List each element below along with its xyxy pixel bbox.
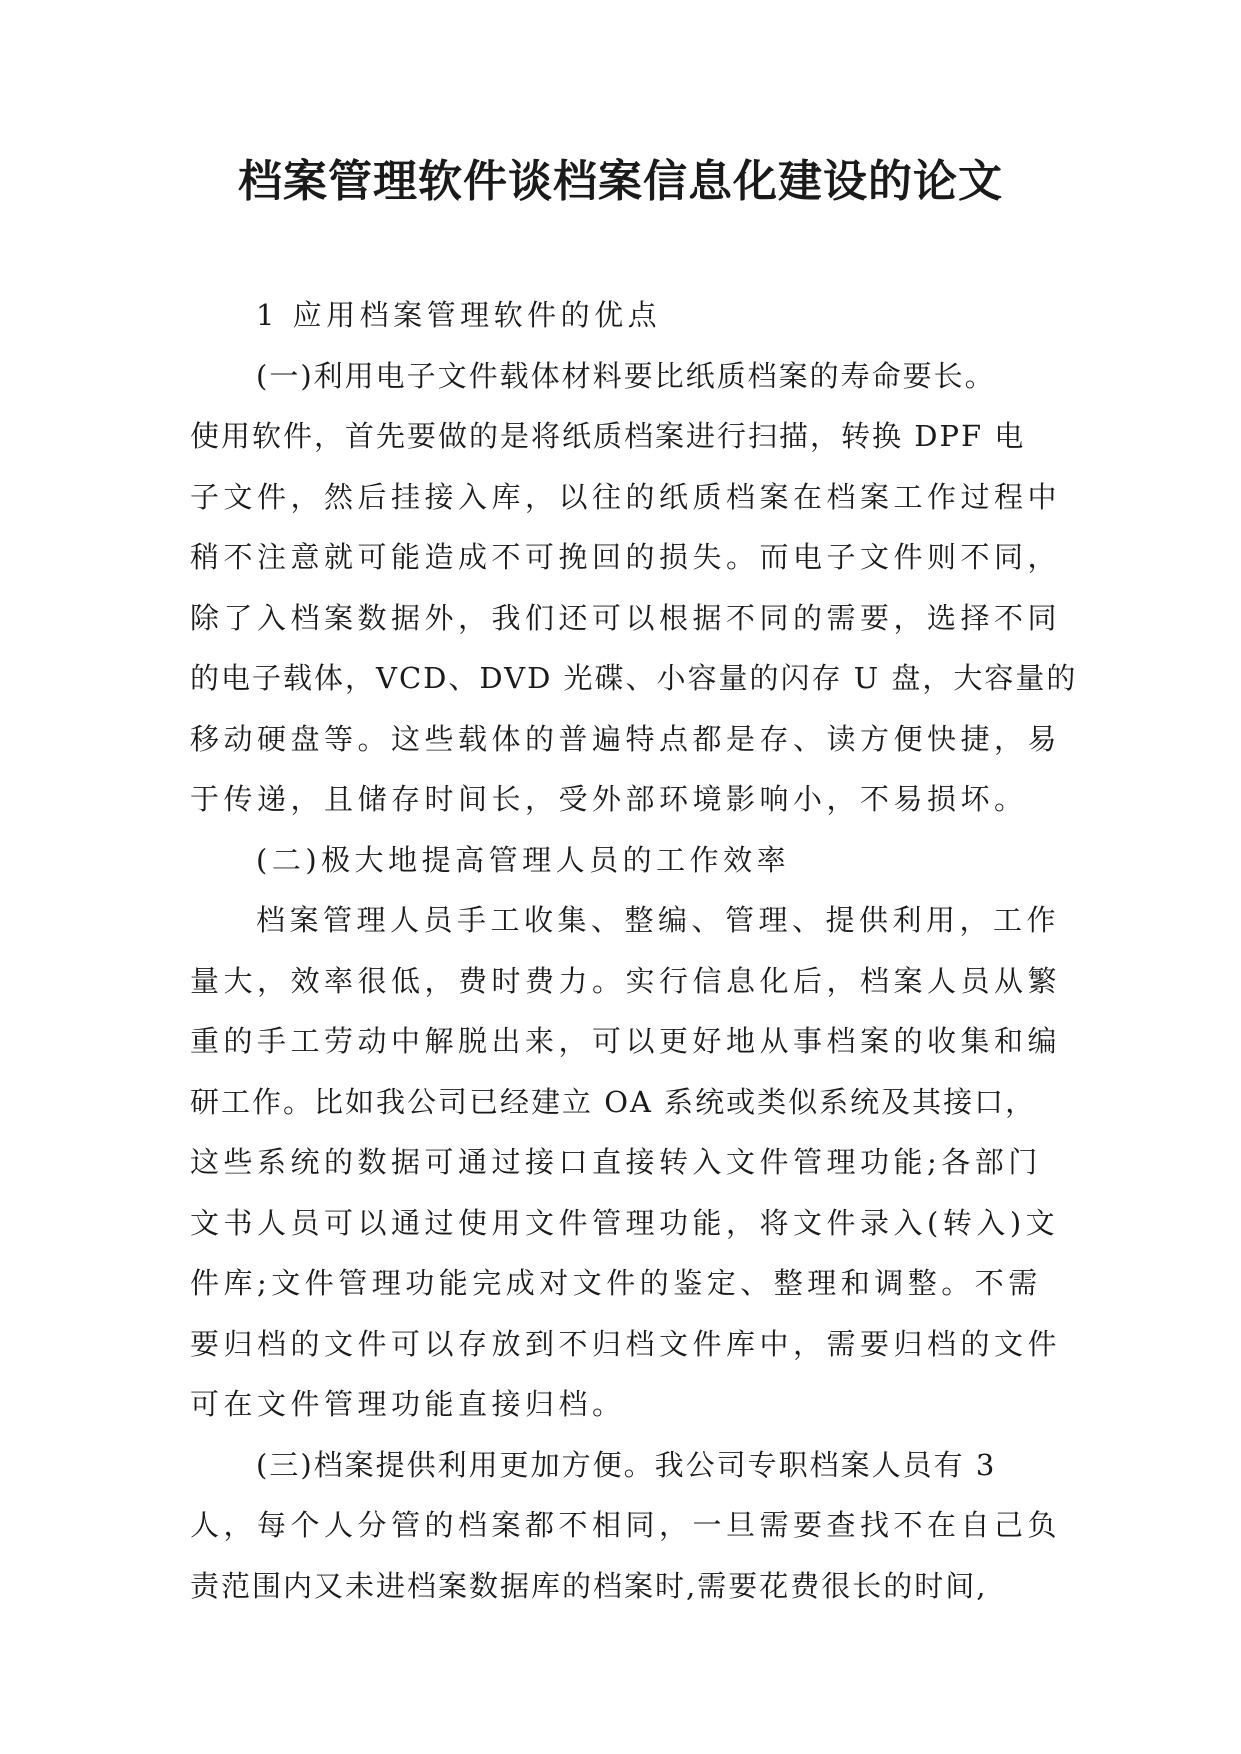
paragraph-line: 可在文件管理功能直接归档。 <box>190 1387 626 1421</box>
paragraph-line: 重的手工劳动中解脱出来，可以更好地从事档案的收集和编 <box>190 1024 1062 1058</box>
paragraph-line: (三)档案提供利用更加方便。我公司专职档案人员有 3 <box>256 1447 997 1482</box>
paragraph-line: 这些系统的数据可通过接口直接转入文件管理功能;各部门 <box>190 1145 1042 1179</box>
paragraph-line: 文书人员可以通过使用文件管理功能，将文件录入(转入)文 <box>190 1205 1060 1240</box>
subsection-heading: (二)极大地提高管理人员的工作效率 <box>256 842 791 877</box>
paragraph-line: 研工作。比如我公司已经建立 OA 系统或类似系统及其接口， <box>190 1084 1037 1119</box>
document-body <box>190 285 1078 1616</box>
paragraph-line: 量大，效率很低，费时费力。实行信息化后，档案人员从繁 <box>190 963 1062 998</box>
paragraph-line: 责范围内又未进档案数据库的档案时,需要花费很长的时间, <box>190 1568 988 1603</box>
paragraph-line: 要归档的文件可以存放到不归档文件库中，需要归档的文件 <box>190 1326 1062 1361</box>
paragraph-line: 档案管理人员手工收集、整编、管理、提供利用，工作 <box>256 903 1061 937</box>
paragraph-line: (一)利用电子文件载体材料要比纸质档案的寿命要长。 <box>256 358 996 393</box>
document-title: 档案管理软件谈档案信息化建设的论文 <box>238 156 1003 207</box>
section-heading: 1 应用档案管理软件的优点 <box>256 298 662 332</box>
paragraph-line: 移动硬盘等。这些载体的普遍特点都是存、读方便快捷，易 <box>190 721 1062 756</box>
paragraph-line: 的电子载体，VCD、DVD 光碟、小容量的闪存 U 盘，大容量的 <box>190 661 1078 695</box>
paragraph-line: 件库;文件管理功能完成对文件的鉴定、整理和调整。不需 <box>190 1266 1042 1300</box>
paragraph-line: 人，每个人分管的档案都不相同，一旦需要查找不在自己负 <box>190 1508 1062 1542</box>
paragraph-line: 子文件，然后挂接入库，以往的纸质档案在档案工作过程中 <box>190 479 1062 514</box>
paragraph-line: 稍不注意就可能造成不可挽回的损失。而电子文件则不同， <box>190 540 1062 574</box>
paragraph-line: 使用软件，首先要做的是将纸质档案进行扫描，转换 DPF 电 <box>190 419 1026 453</box>
paragraph-line: 于传递，且储存时间长，受外部环境影响小，不易损坏。 <box>190 782 1028 816</box>
paragraph-line: 除了入档案数据外，我们还可以根据不同的需要，选择不同 <box>190 600 1062 635</box>
